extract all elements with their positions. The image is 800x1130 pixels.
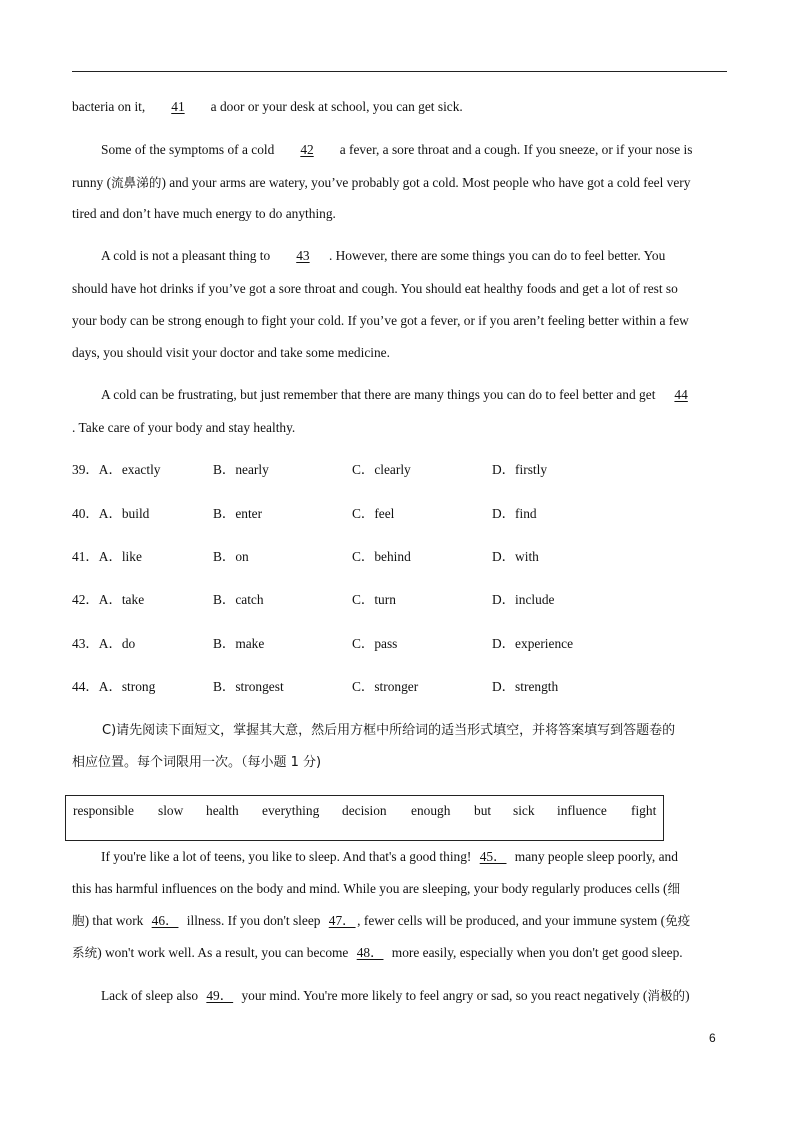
text-segment: If you're like a lot of teens, you like to sleep. And that's a good thing!: [101, 849, 472, 864]
option-c: C．stronger: [352, 679, 419, 694]
word-bank-item: influence: [557, 803, 607, 818]
blank-43: 43: [296, 248, 310, 263]
paragraph-line: [101, 141, 761, 159]
text-segment: your mind. You're more likely to feel angry or sad, so you react negatively (: [241, 988, 648, 1003]
paragraph-line: [101, 386, 761, 404]
word-bank-box: [65, 795, 664, 841]
blank-45: 45．: [479, 849, 507, 864]
blank-46: 46．: [151, 913, 179, 928]
blank-49: 49．: [206, 988, 234, 1003]
option-b: B．on: [213, 549, 249, 564]
word-bank-item: slow: [158, 803, 184, 818]
option-d: D．firstly: [492, 462, 548, 477]
option-a: 39．A．exactly: [72, 462, 161, 477]
paragraph-line: [101, 247, 761, 265]
text-segment: ) that work: [84, 913, 144, 928]
header-rule: [72, 71, 727, 72]
option-c: C．feel: [352, 506, 395, 521]
blank-48: 48．: [356, 945, 384, 960]
text-segment: A cold can be frustrating, but just remember that there are many things you can do to feel better and get: [101, 387, 656, 402]
word-bank-item: everything: [262, 803, 320, 818]
paragraph-line: [101, 987, 761, 1005]
option-b: B．enter: [213, 506, 263, 521]
paragraph-line: [72, 880, 732, 898]
paragraph-line: [101, 848, 761, 866]
question-41-options: [72, 548, 672, 566]
text-segment: a fever, a sore throat and a cough. If you sneeze, or if your nose is: [339, 142, 693, 157]
option-c: C．turn: [352, 592, 396, 607]
paragraph-line: [72, 98, 732, 116]
option-b: B．strongest: [213, 679, 284, 694]
option-a: 41．A．like: [72, 549, 142, 564]
option-a: 40．A．build: [72, 506, 150, 521]
chinese-gloss: 系统: [72, 945, 98, 960]
option-c: C．clearly: [352, 462, 411, 477]
text-segment: many people sleep poorly, and: [514, 849, 678, 864]
option-d: D．with: [492, 549, 539, 564]
paragraph-line: . Take care of your body and stay healthy.: [72, 420, 296, 435]
option-a: 42．A．take: [72, 592, 145, 607]
text-segment: a door or your desk at school, you can get sick.: [210, 99, 463, 114]
blank-41: 41: [171, 99, 185, 114]
option-d: D．experience: [492, 636, 574, 651]
option-d: D．strength: [492, 679, 559, 694]
word-bank-item: sick: [513, 803, 535, 818]
word-bank-item: but: [474, 803, 492, 818]
option-d: D．include: [492, 592, 555, 607]
chinese-gloss: 细: [667, 881, 681, 896]
text-segment: bacteria on it,: [72, 99, 146, 114]
paragraph-line: your body can be strong enough to fight your cold. If you’ve got a fever, or if you aren’t feeling better within a few: [72, 313, 689, 328]
text-segment: . However, there are some things you can do to feel better. You: [328, 248, 666, 263]
text-segment: runny (: [72, 175, 112, 190]
text-segment: illness. If you don't sleep: [186, 913, 321, 928]
option-a: 43．A．do: [72, 636, 136, 651]
question-44-options: [72, 678, 672, 696]
section-c-instruction: C)请先阅读下面短文，掌握其大意，然后用方框中所给词的适当形式填空，并将答案填写到答题卷的: [102, 723, 676, 738]
chinese-gloss: 流鼻涕的: [111, 175, 162, 190]
option-b: B．make: [213, 636, 265, 651]
option-b: B．nearly: [213, 462, 269, 477]
text-segment: ) and your arms are watery, you’ve probably got a cold. Most people who have got a cold feel very: [161, 175, 691, 190]
chinese-gloss: 消极的: [647, 988, 686, 1003]
word-bank-item: enough: [411, 803, 451, 818]
blank-42: 42: [300, 142, 314, 157]
text-segment: A cold is not a pleasant thing to: [101, 248, 271, 263]
blank-44: 44: [674, 387, 688, 402]
question-42-options: [72, 591, 672, 609]
paragraph-line: [72, 912, 732, 930]
question-43-options: [72, 635, 672, 653]
text-segment: more easily, especially when you don't get good sleep.: [391, 945, 683, 960]
question-39-options: [72, 461, 672, 479]
word-bank-item: health: [206, 803, 239, 818]
text-segment: Some of the symptoms of a cold: [101, 142, 275, 157]
text-segment: Lack of sleep also: [101, 988, 199, 1003]
word-bank-item: decision: [342, 803, 387, 818]
page-number: 6: [709, 1031, 716, 1045]
option-b: B．catch: [213, 592, 264, 607]
text-segment: ) won't work well. As a result, you can become: [97, 945, 349, 960]
paragraph-line: [72, 944, 732, 962]
text-segment: ): [685, 988, 690, 1003]
text-segment: this has harmful influences on the body and mind. While you are sleeping, your body regularly produces cells (: [72, 881, 668, 896]
paragraph-line: should have hot drinks if you’ve got a sore throat and cough. You should eat healthy foods and get a lot of rest so: [72, 281, 678, 296]
chinese-gloss: 免疫: [665, 913, 691, 928]
option-c: C．behind: [352, 549, 411, 564]
paragraph-line: days, you should visit your doctor and take some medicine.: [72, 345, 390, 360]
option-d: D．find: [492, 506, 537, 521]
paragraph-line: [72, 174, 732, 192]
option-c: C．pass: [352, 636, 398, 651]
paragraph-line: tired and don’t have much energy to do anything.: [72, 206, 336, 221]
question-40-options: [72, 505, 672, 523]
section-c-instruction: 相应位置。每个词限用一次。（每小题 1 分): [72, 755, 322, 770]
blank-47: 47．: [328, 913, 356, 928]
word-bank-item: responsible: [73, 803, 134, 818]
option-a: 44．A．strong: [72, 679, 156, 694]
text-segment: , fewer cells will be produced, and your immune system (: [357, 913, 666, 928]
chinese-gloss: 胞: [72, 913, 85, 928]
word-bank-item: fight: [631, 803, 657, 818]
